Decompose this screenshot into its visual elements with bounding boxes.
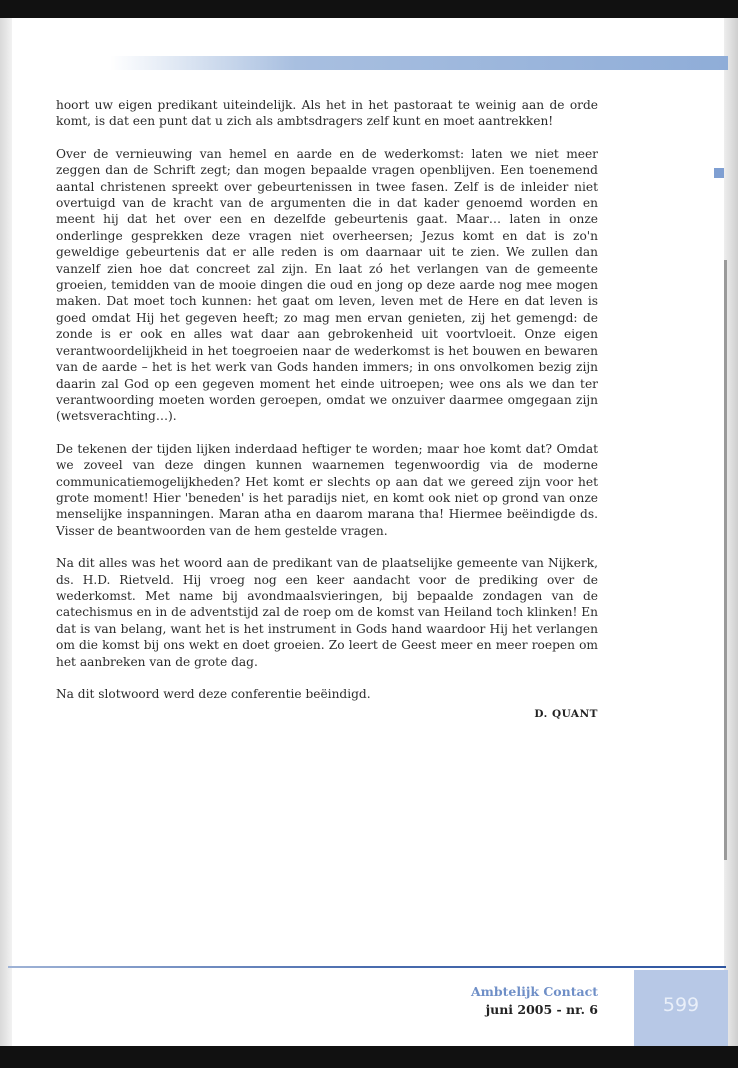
side-tab-marker: [714, 168, 724, 178]
article-body: [56, 97, 598, 739]
binding-shadow-line: [724, 260, 727, 860]
paragraph-5: Na dit slotwoord werd deze conferentie beëindigd.: [56, 687, 371, 701]
footer-divider: [8, 966, 726, 968]
page-number: 599: [662, 994, 700, 1016]
footer-issue: juni 2005 - nr. 6: [485, 1002, 598, 1017]
author-signature: D. QUANT: [534, 708, 598, 721]
footer-journal-title: Ambtelijk Contact: [470, 984, 598, 999]
paragraph-4: Na dit alles was het woord aan de predikant van de plaatselijke gemeente van Nijkerk, ds. H.D. Rietveld. Hij vroeg nog een keer aandacht voor de prediking over de wederkomst. Met name bij avondmaalsvieringen, bij bepaalde zondagen van de catechismus en in de adventstijd zal de roep om de komst van Heiland toch klinken! En dat is van belang, want het is het instrument in Gods hand waardoor Hij het verlangen om die komst bij ons wekt en doet groeien. Zo leert de Geest meer en meer roepen om het aanbreken van de grote dag.: [56, 556, 598, 669]
paragraph-3: De tekenen der tijden lijken inderdaad heftiger te worden; maar hoe komt dat? Omdat we zoveel van deze dingen kunnen waarnemen tegenwoordig via de moderne communicatiemogelijkheden? Het komt er slechts op aan dat we gereed zijn voor het grote moment! Hier 'beneden' is het paradijs niet, en komt ook niet op grond van onze menselijke inspanningen. Maran atha en daarom marana tha! Hiermee beëindigde ds. Visser de beantwoorden van de hem gestelde vragen.: [56, 441, 598, 538]
paragraph-2: Over de vernieuwing van hemel en aarde en de wederkomst: laten we niet meer zeggen dan de Schrift zegt; dan mogen bepaalde vragen openblijven. Een toenemend aantal christenen spreekt over gebeurtenissen in twee fasen. Zelf is de inleider niet overtuigd van de kracht van de argumenten die in dat kader genoemd worden en meent hij dat het over een en dezelfde gebeurtenis gaat. Maar… laten in onze onderlinge gesprekken deze vragen niet overheersen; Jezus komt en dat is zo'n geweldige gebeurtenis dat er alle reden is om daarnaar uit te zien. We zullen dan vanzelf zien hoe dat concreet zal zijn. En laat zó het verlangen van de gemeente groeien, temidden van de mooie dingen die oud en jong op deze aarde nog mee mogen maken. Dat moet toch kunnen: het gaat om leven, leven met de Here en dat leven is goed omdat Hij het gegeven heeft; zo mag men ervan genieten, zij het gemengd: de zonde is er ook en alles wat daar aan gebrokenheid uit voortvloeit. Onze eigen verantwoordelijkheid in het toegroeien naar de wederkomst is het bouwen en bewaren van de aarde – het is het werk van Gods handen immers; in ons onvolkomen bezig zijn daarin zal God op een gegeven moment het einde uitroepen; wee ons als we dan ter verantwoording moeten worden geroepen, omdat we onzuiver daarmee omgegaan zijn (wetsverachting…).: [56, 146, 598, 424]
scan-top-border: [0, 0, 738, 18]
scan-left-edge: [0, 18, 12, 1048]
scan-bottom-border: [0, 1046, 738, 1068]
page-number-box: [634, 970, 728, 1046]
paragraph-1: hoort uw eigen predikant uiteindelijk. Als het in het pastoraat te weinig aan de orde komt, is dat een punt dat u zich als ambtsdragers zelf kunt en moet aantrekken!: [56, 98, 598, 129]
header-color-band: [110, 56, 728, 70]
